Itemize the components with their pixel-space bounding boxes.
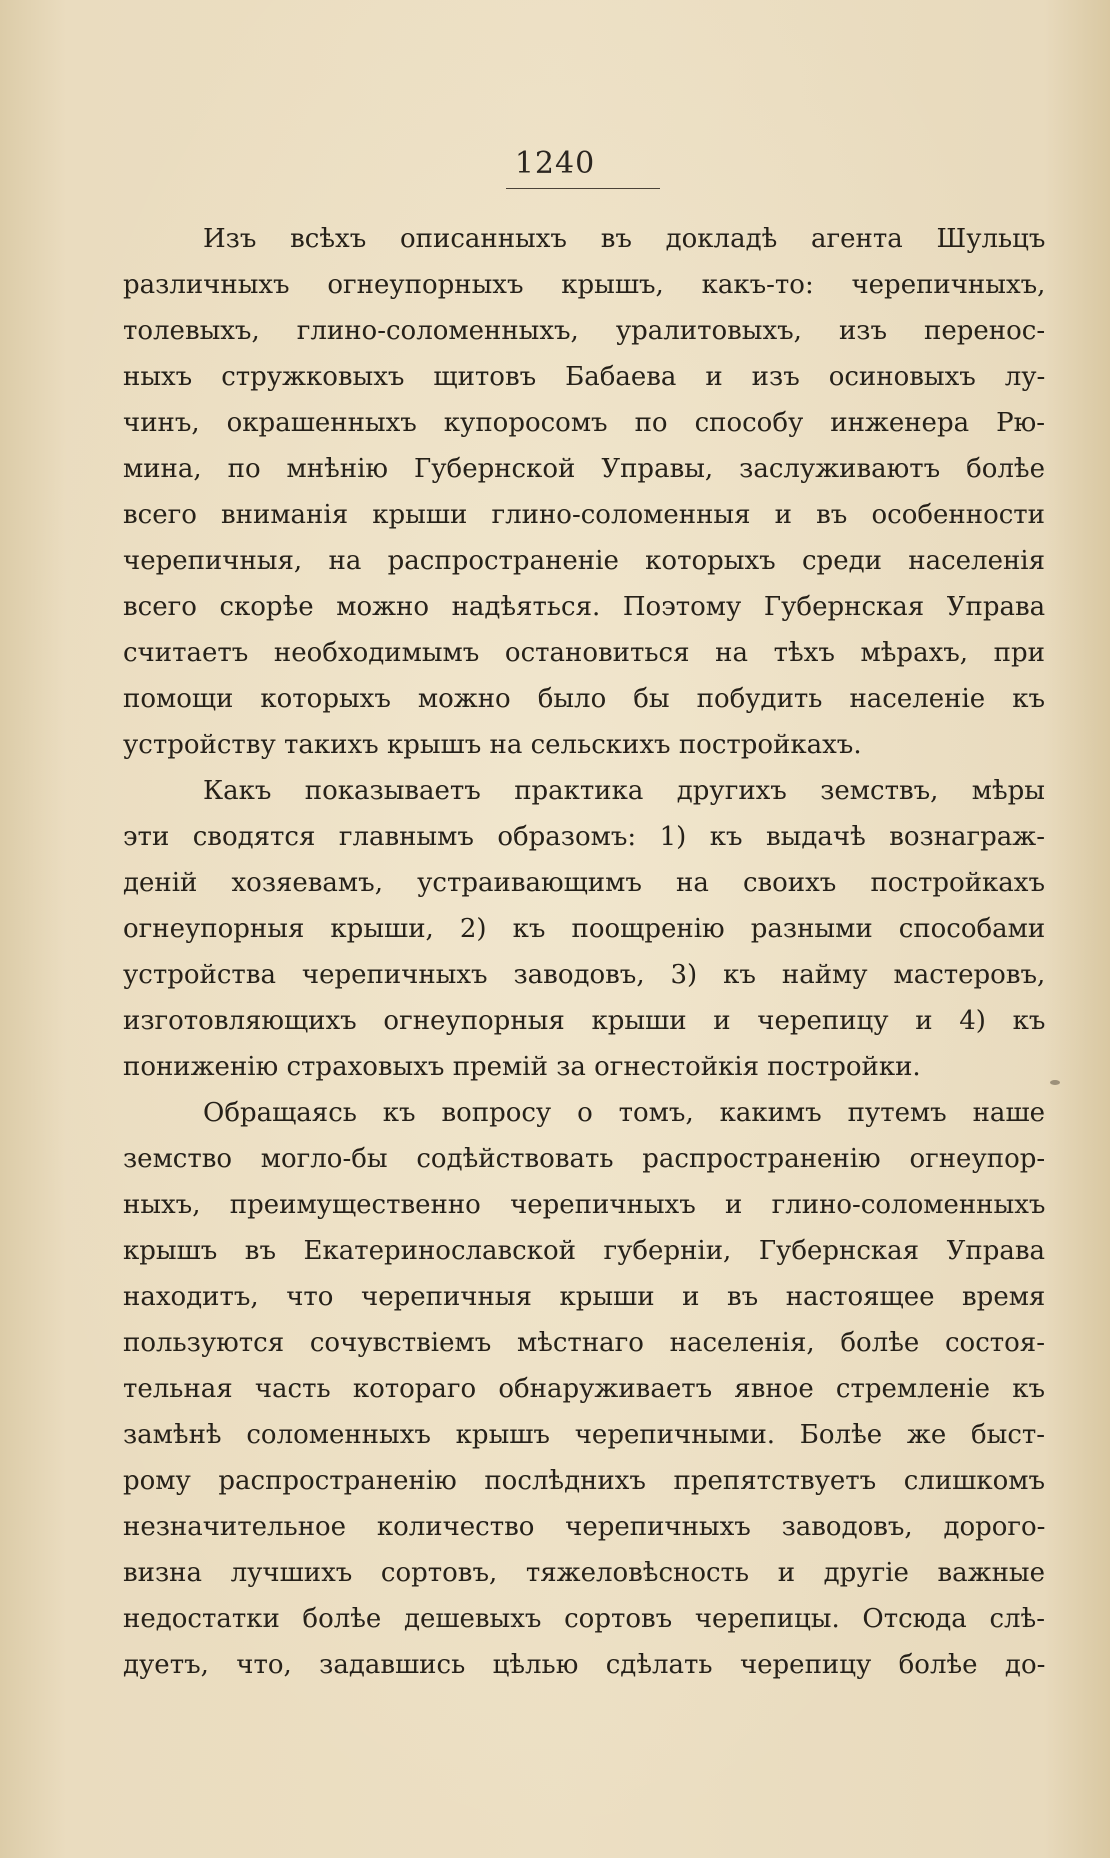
text-line: недостатки болѣе дешевыхъ сортовъ черепицы. Отсюда слѣ- (123, 1604, 1045, 1634)
text-line: визна лучшихъ сортовъ, тяжеловѣсность и другіе важные (123, 1558, 1045, 1588)
text-line: Какъ показываетъ практика другихъ земствъ, мѣры (203, 776, 1045, 806)
text-line: изготовляющихъ огнеупорныя крыши и черепицу и 4) къ (123, 1006, 1046, 1036)
text-line: ныхъ, преимущественно черепичныхъ и глино-соломенныхъ (123, 1190, 1046, 1220)
text-line: эти сводятся главнымъ образомъ: 1) къ выдачѣ вознаграж- (123, 822, 1045, 852)
text-line: устройства черепичныхъ заводовъ, 3) къ найму мастеровъ, (123, 960, 1046, 990)
text-line: замѣнѣ соломенныхъ крышъ черепичными. Болѣе же быст- (123, 1420, 1046, 1450)
text-line: земство могло-бы содѣйствовать распространенію огнеупор- (123, 1144, 1046, 1174)
text-line: различныхъ огнеупорныхъ крышъ, какъ-то: черепичныхъ, (123, 270, 1046, 300)
text-line: пониженію страховыхъ премій за огнестойкія постройки. (123, 1052, 921, 1082)
text-line: деній хозяевамъ, устраивающимъ на своихъ постройкахъ (123, 868, 1045, 898)
text-line: помощи которыхъ можно было бы побудить населеніе къ (123, 684, 1045, 714)
text-line: мина, по мнѣнію Губернской Управы, заслуживаютъ болѣе (123, 454, 1045, 484)
text-line: крышъ въ Екатеринославской губерніи, Губернская Управа (123, 1236, 1045, 1266)
text-line: Обращаясь къ вопросу о томъ, какимъ путемъ наше (203, 1098, 1045, 1128)
ink-speck (1050, 1080, 1060, 1085)
body-text (123, 216, 1045, 1688)
text-line: огнеупорныя крыши, 2) къ поощренію разными способами (123, 914, 1046, 944)
text-line: всего скорѣе можно надѣяться. Поэтому Губернская Управа (123, 592, 1046, 622)
text-line: дуетъ, что, задавшись цѣлью сдѣлать черепицу болѣе до- (123, 1650, 1046, 1680)
paragraph-3 (123, 1090, 1045, 1688)
page-number-rule (506, 188, 660, 189)
text-line: всего вниманія крыши глино-соломенныя и въ особенности (123, 500, 1045, 530)
text-line: незначительное количество черепичныхъ заводовъ, дорого- (123, 1512, 1046, 1542)
text-line: Изъ всѣхъ описанныхъ въ докладѣ агента Шульцъ (203, 224, 1046, 254)
text-line: толевыхъ, глино-соломенныхъ, уралитовыхъ, изъ перенос- (123, 316, 1046, 346)
text-line: черепичныя, на распространеніе которыхъ среди населенія (123, 546, 1045, 576)
paragraph-2 (123, 768, 1045, 1090)
text-line: считаетъ необходимымъ остановиться на тѣхъ мѣрахъ, при (123, 638, 1045, 668)
text-line: находитъ, что черепичныя крыши и въ настоящее время (123, 1282, 1046, 1312)
paragraph-1 (123, 216, 1045, 768)
page-number: 1240 (514, 146, 596, 181)
text-line: тельная часть котораго обнаруживаетъ явное стремленіе къ (123, 1374, 1045, 1404)
text-line: ныхъ стружковыхъ щитовъ Бабаева и изъ осиновыхъ лу- (123, 362, 1046, 392)
text-line: рому распространенію послѣднихъ препятствуетъ слишкомъ (123, 1466, 1045, 1496)
text-line: устройству такихъ крышъ на сельскихъ постройкахъ. (123, 730, 862, 760)
text-line: чинъ, окрашенныхъ купоросомъ по способу инженера Рю- (123, 408, 1045, 438)
text-line: пользуются сочувствіемъ мѣстнаго населенія, болѣе состоя- (123, 1328, 1045, 1358)
